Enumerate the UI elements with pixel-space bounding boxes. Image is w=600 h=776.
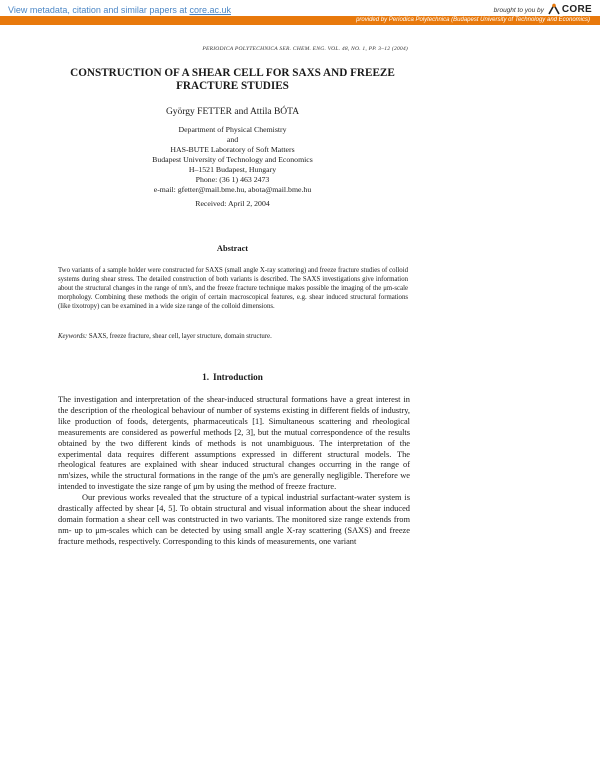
affiliation-line: and (226, 135, 239, 144)
running-head: PERIODICA POLYTECHNICA SER. CHEM. ENG. VOL. 48, NO. 1, PP. 3–12 (2004) (202, 46, 408, 52)
provided-by-bar[interactable]: provided by Periodica Polytechnica (Budapest University of Technology and Economics) (0, 16, 600, 25)
abstract-body: Two variants of a sample holder were constructed for SAXS (small angle X-ray scattering) and freeze fracture studies of colloid systems during shear stress. The detailed construction of both variants is described. The SAXS investigations give information about the structural changes in the range of nm's, and the freeze fracture technique makes possible the imaging of the μm-scale morphology. Combining these methods the origin of certain macroscopical features, e.g. shear induced structural formations (like tixotropy) can be examined in a wide size range of the colloid dimensions. (58, 267, 408, 310)
core-banner (0, 0, 600, 30)
authors: György FETTER and Attila BÓTA (165, 107, 300, 117)
keywords-label: Keywords: (58, 333, 88, 340)
affiliation-line: Department of Physical Chemistry (178, 125, 287, 134)
section-title: Introduction (213, 372, 263, 382)
keywords-list: SAXS, freeze fracture, shear cell, layer structure, domain structure. (88, 333, 272, 340)
affiliation (60, 125, 405, 195)
core-link-prefix: View metadata, citation and similar papers at (8, 5, 190, 15)
affiliation-line: Phone: (36 1) 463 2473 (195, 175, 270, 184)
paper-title: CONSTRUCTION OF A SHEAR CELL FOR SAXS AND FREEZE FRACTURE STUDIES (70, 67, 395, 92)
core-brand-word: CORE (561, 4, 592, 15)
keywords (58, 333, 408, 340)
core-metadata-line (8, 5, 231, 15)
body-paragraph: Our previous works revealed that the structure of a typical industrial surfactant-water system is drastically affected by shear [4, 5]. To obtain structural and visual information about the shear induced domain formation a shear cell was contstructed in two variants. The monitored size range extends from nm- up to μm-scales which can be detected by using small angle X-ray scattering (SAXS) and freeze fracture methods, respectively. Corresponding to this kinds of measurements, one variant (58, 493, 410, 546)
core-brand[interactable] (494, 3, 592, 15)
affiliation-line: HAS-BUTE Laboratory of Soft Matters (170, 145, 295, 154)
core-logo-icon (547, 3, 561, 15)
section-heading (60, 372, 405, 382)
section-body (58, 395, 410, 548)
core-link[interactable]: core.ac.uk (189, 5, 231, 15)
affiliation-line: H–1521 Budapest, Hungary (188, 165, 277, 174)
abstract-heading: Abstract (216, 244, 249, 253)
body-paragraph: The investigation and interpretation of the shear-induced structural formations have a great interest in the description of the rheological behaviour of number of systems existing in different fields of industry, like production of foods, detergents, pharmaceuticals [1]. Simultaneous scattering and rheological measurements are considered as powerful methods [2, 3], but the mutual correspondence of the results obtained by the two different kinds of methods is not unambiguous. The interpretation of the experimental data requires different assumptions expressed in different structural models. The rheological features are explained with shear induced structural changes occurring in the range of nm'sizes, while the structural formations in the range of the μm's are generally negligible. Therefore we intended to investigate the size range of μm by using the method of freeze fracture. (58, 395, 410, 492)
affiliation-line: Budapest University of Technology and Economics (152, 155, 313, 164)
core-brought-text: brought to you by (493, 7, 544, 14)
affiliation-email: e-mail: gfetter@mail.bme.hu, abota@mail.bme.hu (153, 185, 312, 194)
section-number: 1. (202, 372, 209, 382)
received-date: Received: April 2, 2004 (195, 199, 270, 208)
